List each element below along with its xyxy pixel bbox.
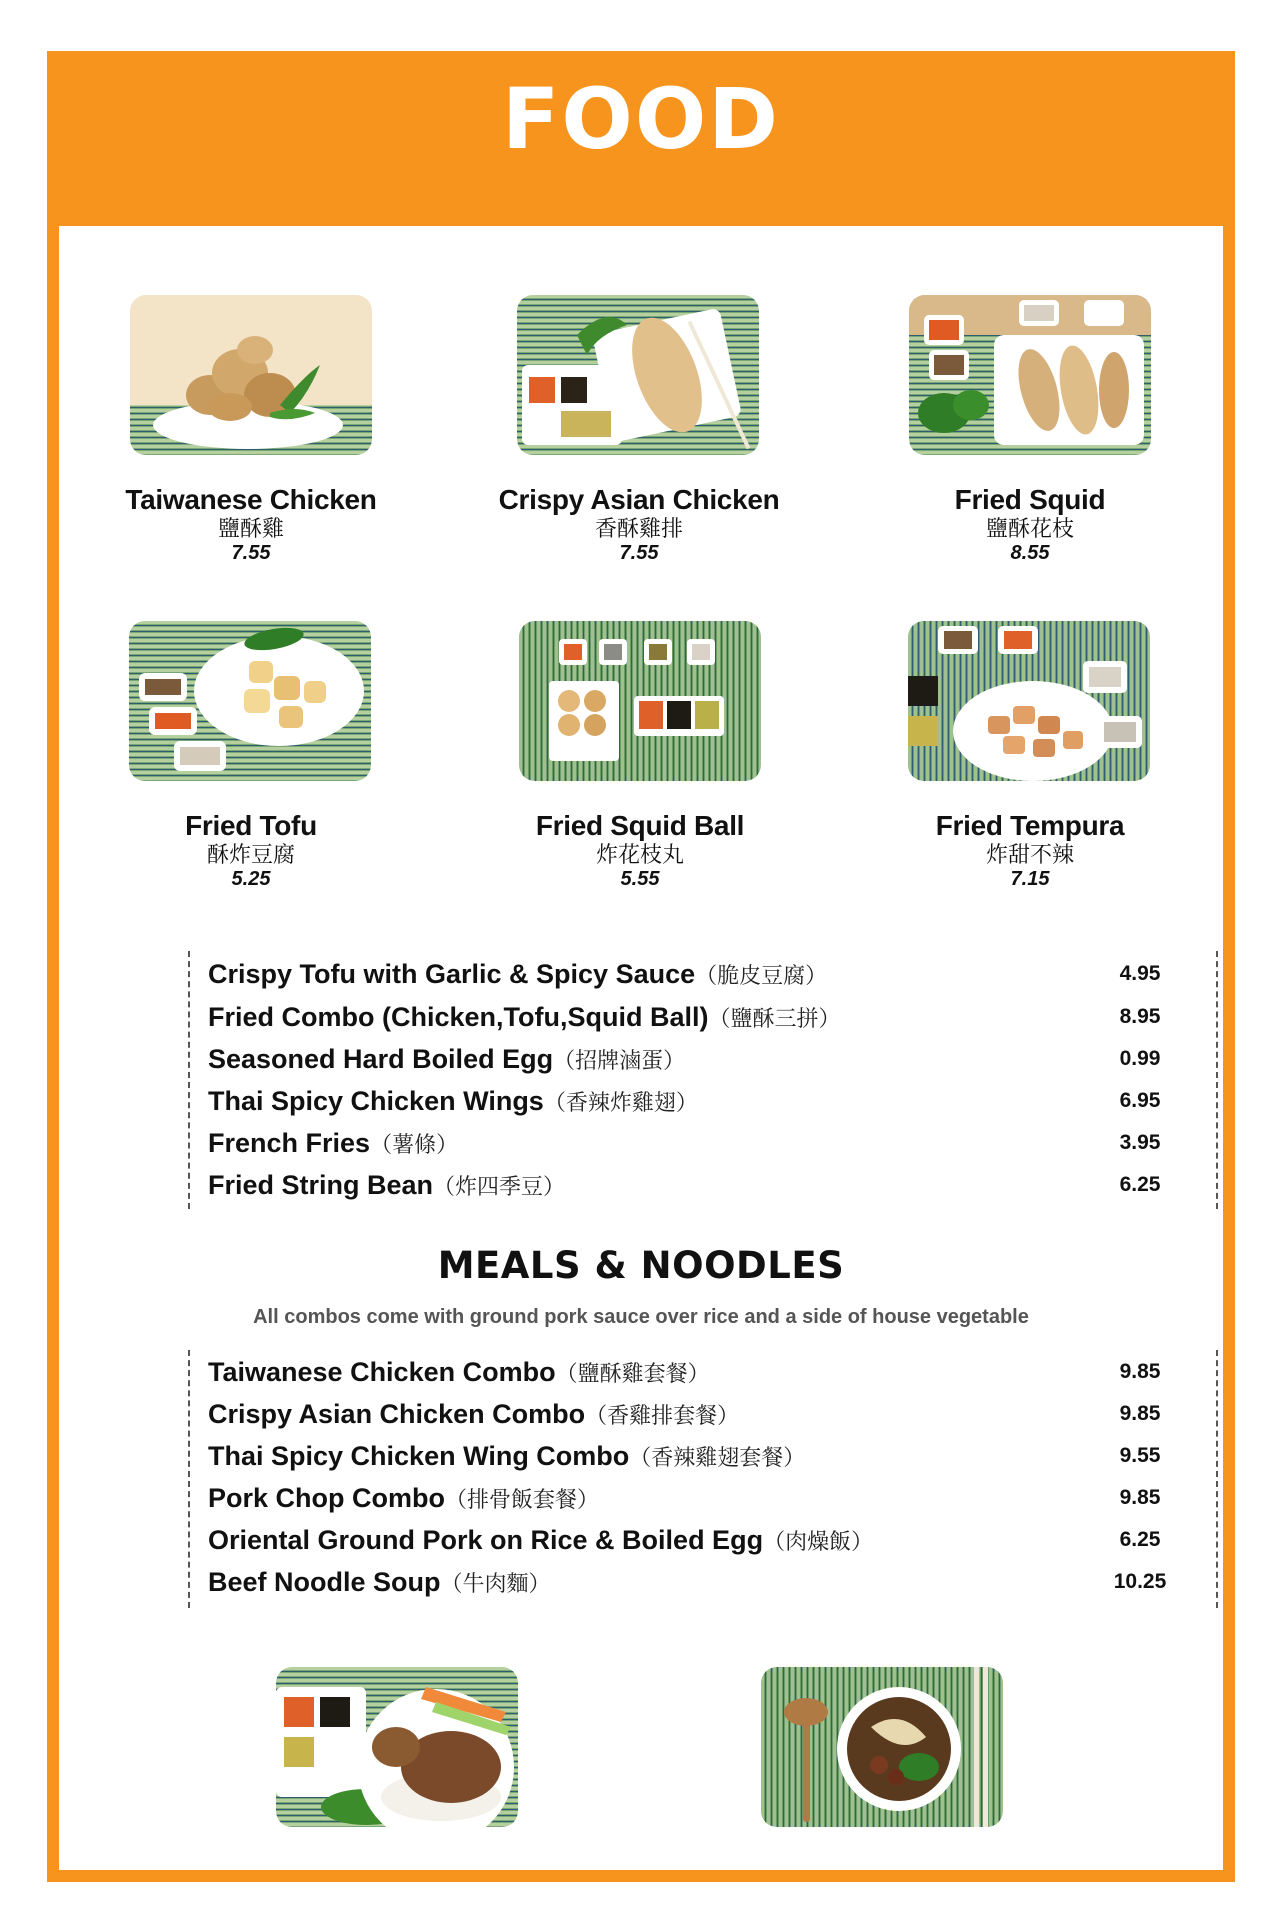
item-chinese-name: 香酥雞排 <box>594 517 683 542</box>
list-item-price: 3.95 <box>1119 1131 1161 1154</box>
section-note: All combos come with ground pork sauce over rice and a side of house vegetable <box>253 1306 1029 1328</box>
list-item-price: 8.95 <box>1119 1005 1161 1028</box>
list-item <box>208 997 1198 1039</box>
list-item <box>208 1562 1198 1604</box>
list-item-name: Taiwanese Chicken Combo（鹽酥雞套餐） <box>208 1357 710 1387</box>
menu-item-card <box>91 809 411 889</box>
list-item-name: French Fries（薯條） <box>208 1128 459 1158</box>
item-name: Taiwanese Chicken <box>125 484 377 515</box>
list-item-price: 9.85 <box>1119 1360 1161 1383</box>
menu-frame <box>47 51 1235 1882</box>
item-name: Fried Squid <box>954 484 1106 515</box>
list-item <box>208 1039 1198 1081</box>
menu-item-card <box>870 483 1190 563</box>
list-item-name: Crispy Tofu with Garlic & Spicy Sauce（脆皮豆腐） <box>208 959 828 989</box>
menu-item-card <box>480 809 800 889</box>
item-chinese-name: 炸花枝丸 <box>595 843 684 868</box>
list-item-name: Beef Noodle Soup（牛肉麵） <box>208 1567 551 1597</box>
fried-tempura-photo <box>908 621 1150 781</box>
item-price: 7.15 <box>1010 868 1050 890</box>
list-item-price: 6.25 <box>1119 1528 1161 1551</box>
list-item-chinese-name: （炸四季豆） <box>433 1175 566 1200</box>
list-item-chinese-name: （排骨飯套餐） <box>445 1488 600 1513</box>
menu-item-card <box>91 483 411 563</box>
item-name: Crispy Asian Chicken <box>498 484 780 515</box>
list-item-chinese-name: （肉燥飯） <box>763 1530 874 1555</box>
item-chinese-name: 鹽酥花枝 <box>985 517 1074 542</box>
list-item-name: Thai Spicy Chicken Wing Combo（香辣雞翅套餐） <box>208 1441 806 1471</box>
list-item-name: Thai Spicy Chicken Wings（香辣炸雞翅） <box>208 1086 698 1116</box>
list-item-chinese-name: （鹽酥雞套餐） <box>555 1362 710 1387</box>
list-item-chinese-name: （牛肉麵） <box>440 1572 551 1597</box>
pork-rice-bowl-photo <box>276 1667 518 1827</box>
menu-item-card <box>870 809 1190 889</box>
list-item <box>208 1123 1198 1165</box>
menu-panel <box>59 226 1223 1870</box>
fried-chicken-bites-photo <box>130 295 372 455</box>
list-item-chinese-name: （薯條） <box>370 1133 459 1158</box>
item-name: Fried Tempura <box>935 810 1125 841</box>
list-item <box>208 1436 1198 1478</box>
item-price: 8.55 <box>1010 542 1050 564</box>
list-item-price: 0.99 <box>1119 1047 1161 1070</box>
list-item-price: 10.25 <box>1113 1570 1167 1593</box>
item-chinese-name: 鹽酥雞 <box>217 517 284 542</box>
list-item <box>208 954 1198 996</box>
list-item-price: 6.25 <box>1119 1173 1161 1196</box>
item-price: 5.55 <box>620 868 660 890</box>
item-chinese-name: 炸甜不辣 <box>985 843 1074 868</box>
fried-tofu-photo <box>129 621 371 781</box>
list-item-price: 9.85 <box>1119 1486 1161 1509</box>
page-title: FOOD <box>502 70 780 168</box>
menu-item-card <box>479 483 799 563</box>
chicken-cutlet-photo <box>517 295 759 455</box>
list-item <box>208 1478 1198 1520</box>
list-item <box>208 1394 1198 1436</box>
list-item-name: Oriental Ground Pork on Rice & Boiled Egg（肉燥飯） <box>208 1525 874 1555</box>
list-item-name: Fried String Bean（炸四季豆） <box>208 1170 566 1200</box>
list-item-price: 4.95 <box>1119 962 1161 985</box>
list-item-name: Fried Combo (Chicken,Tofu,Squid Ball)（鹽酥三拼） <box>208 1002 841 1032</box>
fried-squid-photo <box>909 295 1151 455</box>
item-price: 5.25 <box>231 868 271 890</box>
item-price: 7.55 <box>231 542 271 564</box>
squid-ball-skewer-photo <box>519 621 761 781</box>
list-item-name: Crispy Asian Chicken Combo（香雞排套餐） <box>208 1399 740 1429</box>
beef-noodle-soup-photo <box>761 1667 1003 1827</box>
list-item-chinese-name: （脆皮豆腐） <box>695 964 828 989</box>
meals-list <box>188 1350 1218 1608</box>
list-item-chinese-name: （鹽酥三拼） <box>708 1007 841 1032</box>
list-item-price: 6.95 <box>1119 1089 1161 1112</box>
item-name: Fried Tofu <box>185 810 317 841</box>
list-item-name: Seasoned Hard Boiled Egg（招牌滷蛋） <box>208 1044 686 1074</box>
section-title: MEALS & NOODLES <box>437 1244 845 1287</box>
list-item-chinese-name: （香雞排套餐） <box>585 1404 740 1429</box>
list-item-price: 9.85 <box>1119 1402 1161 1425</box>
item-chinese-name: 酥炸豆腐 <box>206 843 295 868</box>
list-item <box>208 1165 1198 1207</box>
list-item-chinese-name: （招牌滷蛋） <box>553 1049 686 1074</box>
list-item-price: 9.55 <box>1119 1444 1161 1467</box>
list-item-name: Pork Chop Combo（排骨飯套餐） <box>208 1483 600 1513</box>
item-price: 7.55 <box>619 542 659 564</box>
list-item-chinese-name: （香辣炸雞翅） <box>543 1091 698 1116</box>
list-item <box>208 1081 1198 1123</box>
item-name: Fried Squid Ball <box>535 810 745 841</box>
list-item-chinese-name: （香辣雞翅套餐） <box>629 1446 806 1471</box>
list-item <box>208 1352 1198 1394</box>
snacks-list <box>188 951 1218 1209</box>
list-item <box>208 1520 1198 1562</box>
